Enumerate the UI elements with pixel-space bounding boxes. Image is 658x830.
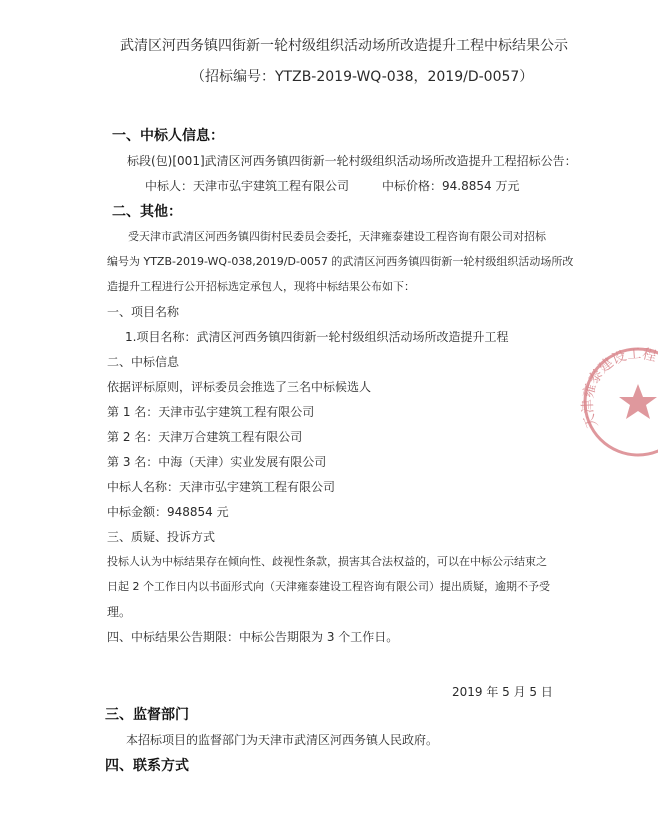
complaint-line-2: 日起 2 个工作日内以书面形式向（天津雍泰建设工程咨询有限公司）提出质疑，逾期不予受	[107, 580, 550, 593]
section-4-heading: 四、联系方式	[105, 758, 189, 774]
announcement-date: 2019 年 5 月 5 日	[452, 685, 553, 699]
project-name: 1.项目名称：武清区河西务镇四街新一轮村级组织活动场所改造提升工程	[125, 330, 509, 344]
candidate-1: 第 1 名：天津市弘宇建筑工程有限公司	[107, 405, 315, 419]
document-title: 武清区河西务镇四街新一轮村级组织活动场所改造提升工程中标结果公示	[120, 38, 568, 54]
intro-line-1: 受天津市武清区河西务镇四街村民委员会委托，天津雍泰建设工程咨询有限公司对招标	[128, 230, 546, 243]
evaluation-principle: 依据评标原则，评标委员会推选了三名中标候选人	[107, 380, 372, 394]
supervision-text: 本招标项目的监督部门为天津市武清区河西务镇人民政府。	[126, 733, 439, 747]
company-seal	[578, 342, 658, 462]
seal-text: 天津雍泰建设工程	[580, 345, 658, 431]
candidate-3: 第 3 名：中海（天津）实业发展有限公司	[107, 455, 327, 469]
winner-line: 中标人：天津市弘宇建筑工程有限公司	[145, 179, 350, 193]
subsection-complaint: 三、质疑、投诉方式	[107, 530, 216, 544]
complaint-line-1: 投标人认为中标结果存在倾向性、歧视性条款，损害其合法权益的，可以在中标公示结束之	[107, 555, 547, 568]
subsection-project-name: 一、项目名称	[107, 305, 180, 319]
complaint-line-3: 理。	[107, 605, 132, 619]
tender-number: （招标编号：YTZB-2019-WQ-038，2019/D-0057）	[191, 69, 534, 85]
announcement-period: 四、中标结果公告期限：中标公告期限为 3 个工作日。	[107, 630, 399, 644]
lot-line: 标段(包)[001]武清区河西务镇四街新一轮村级组织活动场所改造提升工程招标公告：	[127, 154, 577, 168]
seal-star-icon	[619, 384, 657, 419]
winner-name: 中标人名称：天津市弘宇建筑工程有限公司	[107, 480, 336, 494]
section-2-heading: 二、其他：	[112, 204, 182, 220]
section-1-heading: 一、中标人信息：	[112, 128, 224, 144]
intro-line-3: 造提升工程进行公开招标选定承包人，现将中标结果公布如下：	[107, 280, 415, 293]
candidate-2: 第 2 名：天津万合建筑工程有限公司	[107, 430, 303, 444]
winning-amount: 中标金额：948854 元	[107, 505, 229, 519]
intro-line-2: 编号为 YTZB-2019-WQ-038,2019/D-0057 的武清区河西务镇四街新一轮村级组织活动场所改	[107, 255, 574, 268]
section-3-heading: 三、监督部门	[105, 707, 189, 723]
subsection-bid-info: 二、中标信息	[107, 355, 180, 369]
winning-price: 中标价格：94.8854 万元	[382, 179, 520, 193]
